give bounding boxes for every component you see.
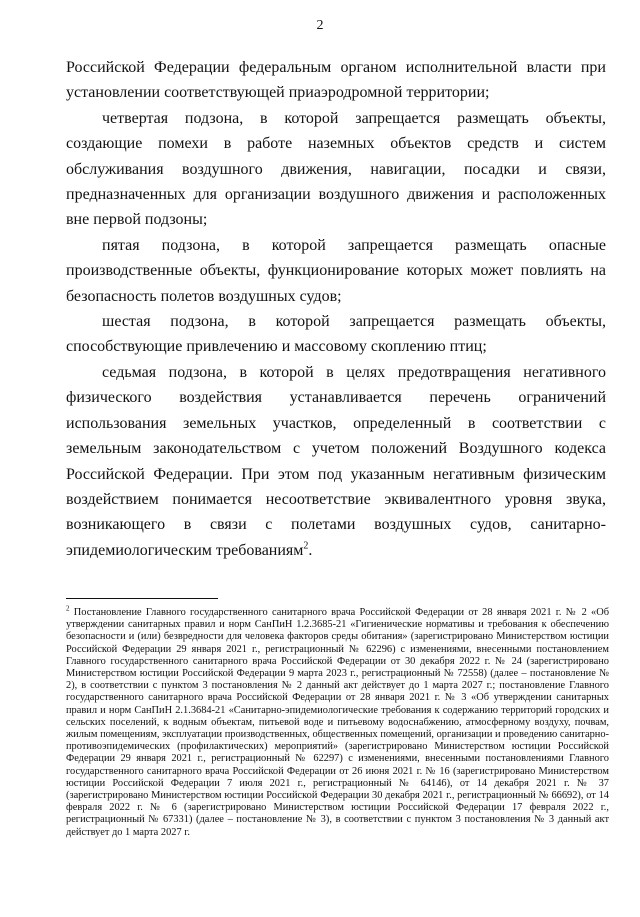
paragraph-subzone-4: четвертая подзона, в которой запрещается размещать объекты, создающие помехи в работе наземных объектов средств и систем обслуживания воздушного движения, навигации, посадки и связи, предназначенных для организации воздушного движения и расположенных вне первой подзоны;: [66, 109, 606, 229]
paragraph-subzone-6: шестая подзона, в которой запрещается размещать объекты, способствующие привлечению и массовому скоплению птиц;: [66, 313, 606, 356]
footnote-mark: 2: [66, 604, 70, 613]
footnote-separator: [66, 598, 218, 599]
footnote-text: Постановление Главного государственного санитарного врача Российской Федерации от 28 января 2021 г. № 2 «Об утверждении санитарных правил и норм СанПиН 1.2.3685-21 «Гигиенические нормативы и требования к обеспечению безопасности и (или) безвредности для человека факторов среды обитания» (зарегистрировано Министерством юстиции Российской Федерации 29 января 2021 г., регистрационный № 62296) с изменениями, внесенными постановлением Главного государственного санитарного врача Российской Федерации от 30 декабря 2022 г. № 24 (зарегистрировано Министерством юстиции Российской Федерации 9 марта 2023 г., регистрационный № 72558) (далее – постановление № 2), в соответствии с пунктом 3 постановления № 2 данный акт действует до 1 марта 2027 г.; постановление Главного государственного санитарного врача Российской Федерации от 28 января 2021 г. № 3 «Об утверждении санитарных правил и норм СанПиН 2.1.3684-21 «Санитарно-эпидемиологические требования к содержанию территорий городских и сельских поселений, к водным объектам, питьевой воде и питьевому водоснабжению, атмосферному воздуху, почвам, жилым помещениям, эксплуатации производственных, общественных помещений, организации и проведению санитарно-противоэпидемических (профилактических) мероприятий» (зарегистрировано Министерством юстиции Российской Федерации 29 января 2021 г., регистрационный № 62297) с изменениями, внесенными постановлениями Главного государственного санитарного врача Российской Федерации от 26 июня 2021 г. № 16 (зарегистрировано Министерством юстиции Российской Федерации 7 июля 2021 г., регистрационный № 64146), от 14 декабря 2021 г. № 37 (зарегистрировано Министерством юстиции Российской Федерации 30 декабря 2021 г., регистрационный № 66692), от 14 февраля 2022 г. № 6 (зарегистрировано Министерством юстиции Российской Федерации 17 февраля 2022 г., регистрационный № 67331) (далее – постановление № 3), в соответствии с пунктом 3 постановления № 3 данный акт действует до 1 марта 2027 г.: [66, 607, 609, 838]
footnote: [66, 604, 609, 839]
page-number: 2: [316, 18, 324, 33]
footnote-reference: 2: [303, 540, 309, 552]
document-body: [66, 55, 606, 563]
paragraph-subzone-5: пятая подзона, в которой запрещается размещать опасные производственные объекты, функционирование которых может повлиять на безопасность полетов воздушных судов;: [66, 236, 606, 305]
paragraph-subzone-7: седьмая подзона, в которой в целях предотвращения негативного физического воздействия устанавливается перечень ограничений использования земельных участков, определенный в соответствии с земельным законодательством с учетом положений Воздушного кодекса Российской Федерации. При этом под указанным негативным физическим воздействием понимается несоответствие эквивалентного уровня звука, возникающего в связи с полетами воздушных судов, санитарно-эпидемиологическим требованиям$^2$.: [66, 363, 606, 559]
paragraph-subzone-7-text: седьмая подзона, в которой в целях предотвращения негативного физического воздействия устанавливается перечень ограничений использования земельных участков, определенный в соответствии с земельным законодательством с учетом положений Воздушного кодекса Российской Федерации. При этом под указанным негативным физическим воздействием понимается несоответствие эквивалентного уровня звука, возникающего в связи с полетами воздушных судов, санитарно-эпидемиологическим требованиям: [66, 363, 606, 559]
paragraph-continuation: Российской Федерации федеральным органом исполнительной власти при установлении соответствующей приаэродромной территории;: [66, 59, 606, 102]
